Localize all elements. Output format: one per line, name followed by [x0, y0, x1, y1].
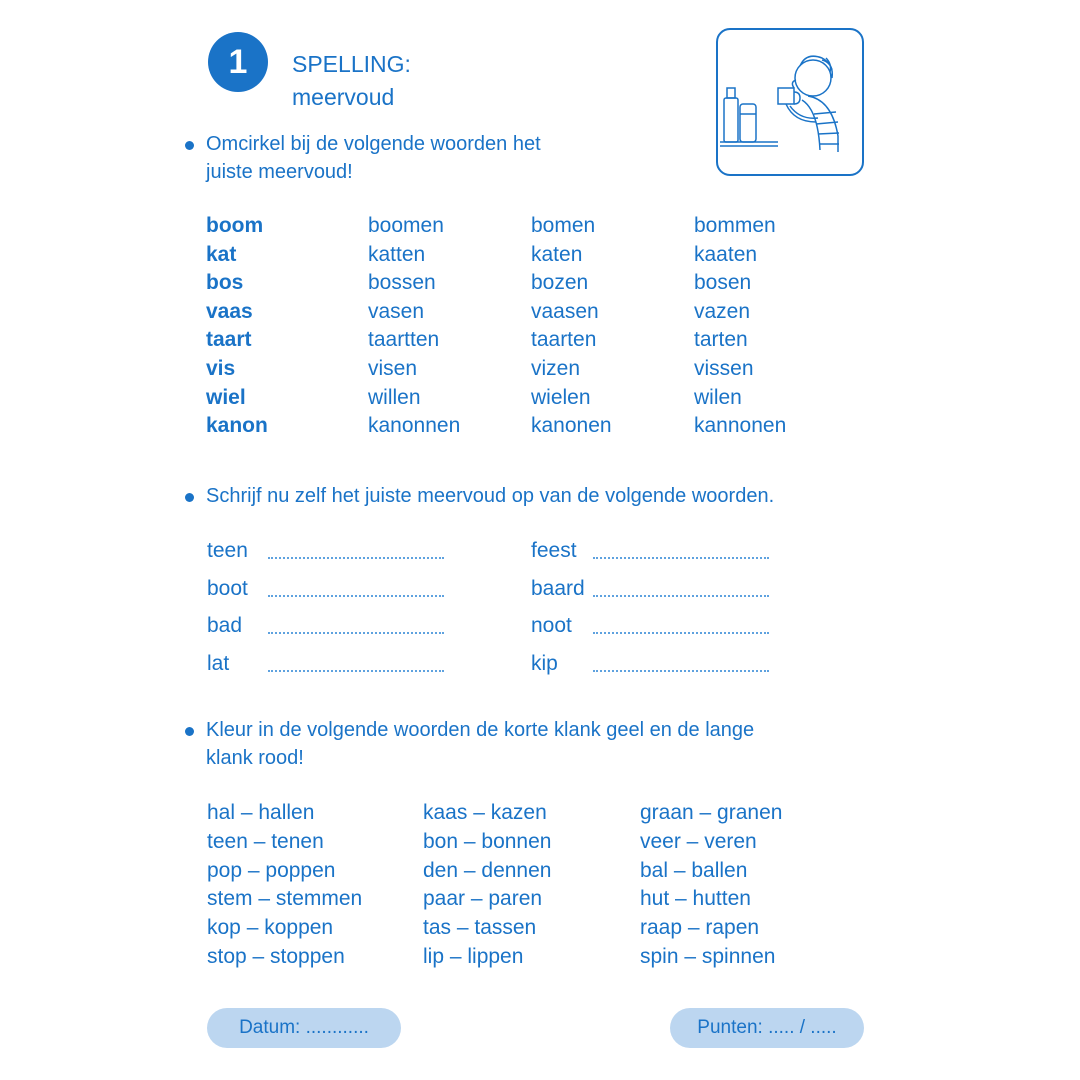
plural-option[interactable]: kanonnen: [368, 414, 461, 438]
title-line-1: SPELLING:: [292, 51, 411, 77]
base-word: boom: [206, 214, 264, 237]
singular-word: bad: [207, 614, 243, 637]
plural-option[interactable]: visen: [368, 357, 418, 380]
word-pair[interactable]: spin – spinnen: [640, 945, 776, 968]
plural-option[interactable]: bommen: [694, 214, 776, 237]
singular-word: feest: [531, 539, 577, 562]
plural-option[interactable]: kanonen: [531, 414, 612, 438]
answer-line[interactable]: [268, 632, 444, 634]
singular-word: boot: [207, 576, 248, 600]
base-word: taart: [206, 328, 252, 352]
plural-option[interactable]: katen: [531, 242, 583, 266]
answer-line[interactable]: [593, 632, 769, 634]
exercise-number-badge: 1: [208, 32, 268, 92]
plural-option[interactable]: taarten: [531, 328, 597, 352]
section1-instruction: [206, 130, 826, 186]
word-pair[interactable]: tas – tassen: [423, 916, 537, 940]
section1-instruction-line2: juiste meervoud!: [206, 161, 353, 183]
section1-instruction-line1: Omcirkel bij de volgende woorden het: [206, 133, 541, 155]
plural-option[interactable]: katten: [368, 242, 426, 266]
plural-option[interactable]: wielen: [531, 385, 591, 409]
plural-option[interactable]: bomen: [531, 214, 596, 237]
singular-word: teen: [207, 539, 248, 562]
plural-option[interactable]: wilen: [694, 385, 742, 409]
base-word: vaas: [206, 299, 253, 323]
plural-option[interactable]: vasen: [368, 299, 425, 323]
section1-bullet: [185, 141, 194, 150]
answer-line[interactable]: [268, 595, 444, 597]
punten-field[interactable]: Punten: ..... / .....: [670, 1008, 864, 1048]
word-pair[interactable]: teen – tenen: [207, 829, 324, 853]
word-pair[interactable]: lip – lippen: [423, 945, 524, 968]
plural-option[interactable]: bosen: [694, 271, 752, 295]
word-pair[interactable]: hut – hutten: [640, 887, 751, 911]
word-pair[interactable]: bon – bonnen: [423, 829, 552, 853]
word-pair[interactable]: den – dennen: [423, 858, 552, 882]
word-pair[interactable]: stop – stoppen: [207, 945, 345, 968]
section2-instruction: Schrijf nu zelf het juiste meervoud op van de volgende woorden.: [206, 485, 775, 507]
datum-field[interactable]: Datum: ............: [207, 1008, 401, 1048]
singular-word: noot: [531, 614, 572, 637]
section3-instruction-line1: Kleur in de volgende woorden de korte klank geel en de lange: [206, 719, 755, 741]
plural-option[interactable]: bossen: [368, 271, 436, 295]
base-word: bos: [206, 271, 244, 295]
plural-option[interactable]: bozen: [531, 271, 589, 295]
plural-option[interactable]: vaasen: [531, 299, 599, 323]
plural-option[interactable]: kaaten: [694, 242, 758, 266]
section3-instruction-line2: klank rood!: [206, 747, 304, 769]
base-word: kanon: [206, 414, 268, 438]
base-word: vis: [206, 357, 236, 380]
section3-bullet: [185, 727, 194, 736]
singular-word: lat: [207, 651, 230, 675]
word-pair[interactable]: veer – veren: [640, 829, 757, 853]
answer-line[interactable]: [268, 670, 444, 672]
word-pair[interactable]: raap – rapen: [640, 916, 760, 940]
plural-option[interactable]: tarten: [694, 328, 748, 352]
word-pair[interactable]: kaas – kazen: [423, 801, 547, 824]
title-line-2: meervoud: [292, 84, 395, 110]
word-pair[interactable]: paar – paren: [423, 887, 543, 911]
answer-line[interactable]: [593, 670, 769, 672]
answer-line[interactable]: [268, 557, 444, 559]
plural-option[interactable]: boomen: [368, 214, 444, 237]
page-title: [292, 48, 411, 114]
section3-instruction: [206, 716, 846, 772]
plural-option[interactable]: willen: [368, 385, 421, 409]
base-word: kat: [206, 242, 237, 266]
word-pair[interactable]: kop – koppen: [207, 916, 334, 940]
section2-bullet: [185, 493, 194, 502]
answer-line[interactable]: [593, 557, 769, 559]
singular-word: kip: [531, 651, 558, 675]
base-word: wiel: [206, 385, 246, 409]
word-pair[interactable]: pop – poppen: [207, 858, 336, 882]
word-pair[interactable]: hal – hallen: [207, 801, 315, 824]
plural-option[interactable]: vissen: [694, 357, 754, 380]
plural-option[interactable]: vizen: [531, 357, 581, 380]
singular-word: baard: [531, 576, 585, 600]
answer-line[interactable]: [593, 595, 769, 597]
plural-option[interactable]: kannonen: [694, 414, 787, 438]
plural-option[interactable]: vazen: [694, 299, 751, 323]
word-pair[interactable]: graan – granen: [640, 801, 783, 824]
word-pair[interactable]: stem – stemmen: [207, 887, 363, 911]
plural-option[interactable]: taartten: [368, 328, 440, 352]
word-pair[interactable]: bal – ballen: [640, 858, 748, 882]
